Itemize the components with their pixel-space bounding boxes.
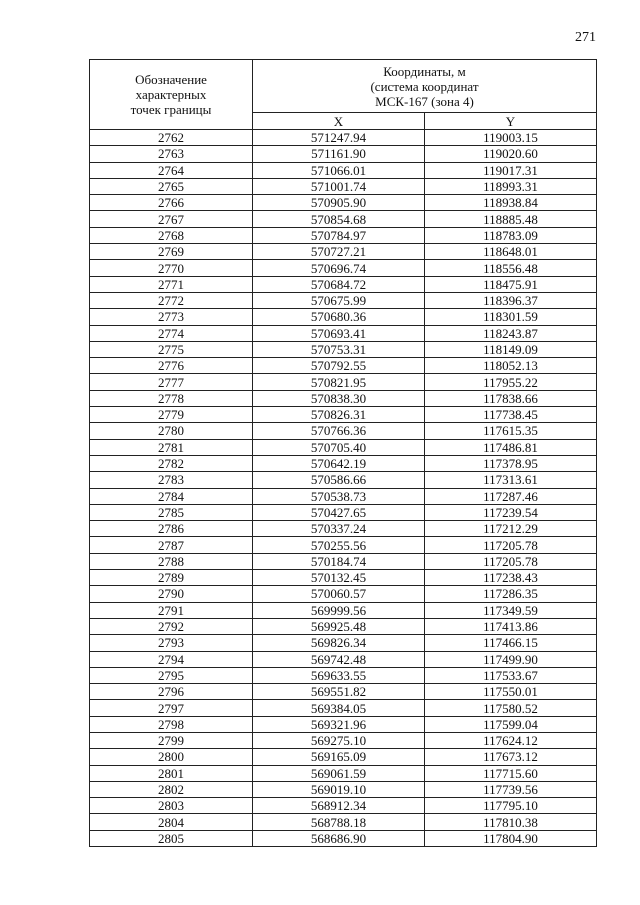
x-coordinate-cell: 571161.90 [253,146,425,162]
table-row [90,586,597,602]
point-id-cell: 2805 [90,830,253,846]
point-id-cell: 2799 [90,732,253,748]
y-coordinate-cell: 119017.31 [425,162,597,178]
x-coordinate-cell: 570838.30 [253,390,425,406]
y-coordinate-cell: 118243.87 [425,325,597,341]
table-row [90,716,597,732]
y-coordinate-cell: 118993.31 [425,178,597,194]
point-id-cell: 2791 [90,602,253,618]
point-id-cell: 2802 [90,781,253,797]
point-id-cell: 2795 [90,667,253,683]
table-row [90,341,597,357]
x-coordinate-cell: 569321.96 [253,716,425,732]
table-row [90,162,597,178]
x-coordinate-cell: 570705.40 [253,439,425,455]
x-coordinate-cell: 571066.01 [253,162,425,178]
point-id-cell: 2801 [90,765,253,781]
point-id-cell: 2800 [90,749,253,765]
y-coordinate-cell: 117313.61 [425,472,597,488]
y-coordinate-cell: 119020.60 [425,146,597,162]
table-row [90,439,597,455]
x-coordinate-cell: 569925.48 [253,618,425,634]
point-id-cell: 2781 [90,439,253,455]
x-coordinate-cell: 570060.57 [253,586,425,602]
x-coordinate-cell: 568912.34 [253,798,425,814]
y-coordinate-cell: 117804.90 [425,830,597,846]
x-coordinate-cell: 569742.48 [253,651,425,667]
x-coordinate-cell: 570753.31 [253,341,425,357]
point-id-cell: 2771 [90,276,253,292]
y-coordinate-cell: 118648.01 [425,244,597,260]
point-id-cell: 2792 [90,618,253,634]
table-row [90,537,597,553]
y-coordinate-cell: 117810.38 [425,814,597,830]
point-id-cell: 2796 [90,684,253,700]
y-coordinate-cell: 117205.78 [425,537,597,553]
x-coordinate-cell: 569061.59 [253,765,425,781]
y-coordinate-cell: 118052.13 [425,358,597,374]
x-coordinate-cell: 570132.45 [253,570,425,586]
x-coordinate-cell: 570696.74 [253,260,425,276]
table-row [90,390,597,406]
table-row [90,309,597,325]
table-row [90,178,597,194]
point-id-cell: 2777 [90,374,253,390]
x-coordinate-cell: 568788.18 [253,814,425,830]
x-coordinate-cell: 569999.56 [253,602,425,618]
x-coordinate-cell: 569019.10 [253,781,425,797]
point-id-cell: 2775 [90,341,253,357]
y-coordinate-cell: 117550.01 [425,684,597,700]
point-id-cell: 2798 [90,716,253,732]
point-id-cell: 2765 [90,178,253,194]
y-coordinate-cell: 117838.66 [425,390,597,406]
y-coordinate-cell: 117673.12 [425,749,597,765]
y-coordinate-cell: 117615.35 [425,423,597,439]
table-row [90,602,597,618]
y-coordinate-cell: 118149.09 [425,341,597,357]
point-id-cell: 2786 [90,521,253,537]
point-id-cell: 2783 [90,472,253,488]
table-row [90,700,597,716]
x-coordinate-cell: 570766.36 [253,423,425,439]
table-row [90,798,597,814]
point-id-cell: 2767 [90,211,253,227]
x-coordinate-cell: 569165.09 [253,749,425,765]
y-coordinate-cell: 117287.46 [425,488,597,504]
y-coordinate-cell: 117533.67 [425,667,597,683]
point-id-cell: 2794 [90,651,253,667]
coordinates-header: Координаты, м (система координат МСК-167 (зона 4) [253,60,597,113]
table-row [90,570,597,586]
x-coordinate-cell: 570792.55 [253,358,425,374]
page-number: 271 [575,30,596,45]
table-row [90,553,597,569]
x-coordinate-cell: 570821.95 [253,374,425,390]
y-coordinate-cell: 118556.48 [425,260,597,276]
y-coordinate-cell: 117486.81 [425,439,597,455]
table-row [90,130,597,146]
point-id-cell: 2766 [90,195,253,211]
table-row [90,325,597,341]
y-coordinate-cell: 117238.43 [425,570,597,586]
table-row [90,227,597,243]
y-coordinate-cell: 119003.15 [425,130,597,146]
y-coordinate-cell: 118301.59 [425,309,597,325]
table-row [90,830,597,846]
x-column-header: X [253,113,425,130]
y-coordinate-cell: 117212.29 [425,521,597,537]
table-row [90,374,597,390]
x-coordinate-cell: 570727.21 [253,244,425,260]
point-id-cell: 2768 [90,227,253,243]
table-row [90,521,597,537]
y-coordinate-cell: 117466.15 [425,635,597,651]
table-row [90,814,597,830]
point-id-cell: 2780 [90,423,253,439]
point-id-cell: 2779 [90,407,253,423]
x-coordinate-cell: 568686.90 [253,830,425,846]
table-row [90,260,597,276]
y-coordinate-cell: 117349.59 [425,602,597,618]
table-row [90,504,597,520]
point-id-cell: 2762 [90,130,253,146]
y-coordinate-cell: 117624.12 [425,732,597,748]
table-row [90,472,597,488]
table-row [90,455,597,471]
point-id-cell: 2764 [90,162,253,178]
point-id-cell: 2774 [90,325,253,341]
y-coordinate-cell: 118475.91 [425,276,597,292]
table-row [90,749,597,765]
point-id-cell: 2803 [90,798,253,814]
point-id-cell: 2772 [90,292,253,308]
point-id-cell: 2784 [90,488,253,504]
table-row [90,667,597,683]
table-row [90,195,597,211]
y-coordinate-cell: 118938.84 [425,195,597,211]
x-coordinate-cell: 570854.68 [253,211,425,227]
y-coordinate-cell: 118783.09 [425,227,597,243]
x-coordinate-cell: 570684.72 [253,276,425,292]
point-id-cell: 2787 [90,537,253,553]
table-row [90,211,597,227]
x-coordinate-cell: 570680.36 [253,309,425,325]
point-id-cell: 2797 [90,700,253,716]
y-coordinate-cell: 117795.10 [425,798,597,814]
x-coordinate-cell: 570905.90 [253,195,425,211]
y-coordinate-cell: 118396.37 [425,292,597,308]
table-row [90,765,597,781]
table-row [90,684,597,700]
table-row [90,244,597,260]
y-coordinate-cell: 117413.86 [425,618,597,634]
y-coordinate-cell: 117499.90 [425,651,597,667]
x-coordinate-cell: 570693.41 [253,325,425,341]
table-row [90,618,597,634]
x-coordinate-cell: 570184.74 [253,553,425,569]
x-coordinate-cell: 570427.65 [253,504,425,520]
point-id-cell: 2788 [90,553,253,569]
x-coordinate-cell: 571001.74 [253,178,425,194]
y-coordinate-cell: 117205.78 [425,553,597,569]
y-coordinate-cell: 117286.35 [425,586,597,602]
table-row [90,292,597,308]
point-id-cell: 2793 [90,635,253,651]
x-coordinate-cell: 571247.94 [253,130,425,146]
x-coordinate-cell: 569826.34 [253,635,425,651]
table-row [90,732,597,748]
point-id-cell: 2778 [90,390,253,406]
table-row [90,781,597,797]
point-id-cell: 2789 [90,570,253,586]
x-coordinate-cell: 569633.55 [253,667,425,683]
coordinates-table [89,59,597,847]
y-coordinate-cell: 117239.54 [425,504,597,520]
point-id-cell: 2790 [90,586,253,602]
x-coordinate-cell: 570784.97 [253,227,425,243]
table-row [90,635,597,651]
y-column-header: Y [425,113,597,130]
x-coordinate-cell: 569384.05 [253,700,425,716]
x-coordinate-cell: 570538.73 [253,488,425,504]
y-coordinate-cell: 117599.04 [425,716,597,732]
x-coordinate-cell: 570642.19 [253,455,425,471]
table-row [90,146,597,162]
point-id-cell: 2769 [90,244,253,260]
x-coordinate-cell: 570586.66 [253,472,425,488]
y-coordinate-cell: 118885.48 [425,211,597,227]
y-coordinate-cell: 117739.56 [425,781,597,797]
table-row [90,423,597,439]
point-id-cell: 2770 [90,260,253,276]
point-id-cell: 2804 [90,814,253,830]
table-body [90,130,597,847]
table-row [90,358,597,374]
x-coordinate-cell: 570675.99 [253,292,425,308]
point-id-cell: 2773 [90,309,253,325]
point-label-header: Обозначение характерных точек границы [90,60,253,130]
point-id-cell: 2782 [90,455,253,471]
point-id-cell: 2785 [90,504,253,520]
y-coordinate-cell: 117738.45 [425,407,597,423]
table-row [90,651,597,667]
x-coordinate-cell: 570255.56 [253,537,425,553]
x-coordinate-cell: 569551.82 [253,684,425,700]
table-row [90,407,597,423]
y-coordinate-cell: 117955.22 [425,374,597,390]
y-coordinate-cell: 117378.95 [425,455,597,471]
y-coordinate-cell: 117580.52 [425,700,597,716]
point-id-cell: 2776 [90,358,253,374]
x-coordinate-cell: 570337.24 [253,521,425,537]
point-id-cell: 2763 [90,146,253,162]
table-row [90,276,597,292]
x-coordinate-cell: 569275.10 [253,732,425,748]
table-row [90,488,597,504]
x-coordinate-cell: 570826.31 [253,407,425,423]
y-coordinate-cell: 117715.60 [425,765,597,781]
